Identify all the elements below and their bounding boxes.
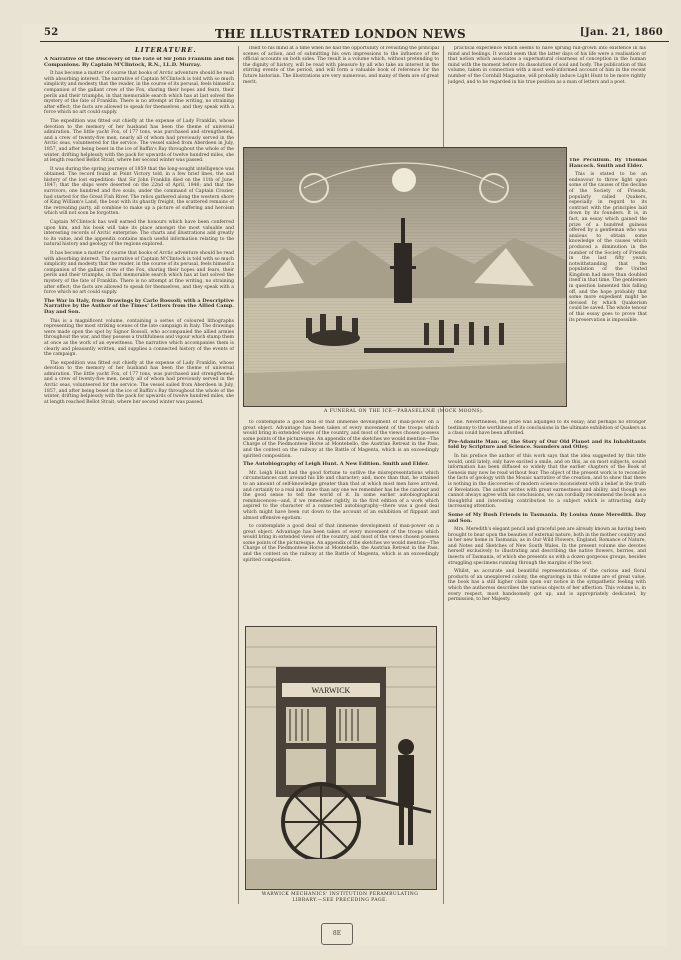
paragraph: Whilst, as accurate and beautiful representations of the curious and floral products of an unexplored colony, the engravings in this volume are of great value, the book has a still higher claim upon our notice in the sympathetic feeling with which the authoress describes the various objects of her affection. This volume is, in every respect, most handsomely got up, and is appropriately dedicated, by permission, to her Majesty.: [448, 569, 646, 603]
paragraph: Captain M'Clintock has well earned the honours which have been conferred upon him, and his book will take its place amongst the most valuable and interesting records of Arctic enterprise. The charts and illustrations add greatly to its value, and the appendix contains much useful information relating to the natural history and geology of the regions explored.: [44, 220, 234, 248]
article-heading: The War in Italy, from Drawings by Carlo Bossoli; with a Descriptive Narrative by the Author of the Times' Letters from the Allied Camp. Day and Son.: [44, 297, 234, 315]
funeral-caption: A FUNERAL ON THE ICE—PARASELENÆ (MOCK MOONS).: [324, 409, 484, 414]
paragraph: This is stated to be an endeavour to throw light upon some of the causes of the decline of the Society of Friends, popularly called Quakers, especially in regard to its contrast with the principles laid down by its founders. It is, in fact, an essay which gained the prize of a hundred guineas offered by a gentleman who was anxious to obtain some knowledge of the causes which produced a diminution in the number of the Society of Friends in the last fifty years, notwithstanding that the population of the United Kingdom had more than doubled itself in that time. The gentlemen in question lamented this falling off, and the hope probably that some more expedient might be devised by which Quakerism could be saved. The whole tenour of this essay goes to prove that its preservation is impossible.: [569, 172, 647, 323]
funeral-on-ice-engraving: [243, 147, 567, 407]
column-one: [44, 57, 234, 904]
article-heading: Pre-Adamite Man: or, the Story of Our Old Planet and its Inhabitants told by Scripture and Science. Saunders and Otley.: [448, 438, 646, 451]
column-three-top: [448, 46, 646, 154]
paragraph: itself to his mind at a time when he had the opportunity of revisiting the principal scenes of action, and of submitting his own impressions to the influence of the official accounts on both sides. The result is a volume which, without pretending to the dignity of history, will be read with pleasure by all who take an interest in the stirring events of the period, and will form a valuable book of reference for the future historian. The illustrations are very numerous, and many of them are of great merit.: [243, 46, 439, 85]
paragraph: It has become a matter of course that books of Arctic adventure should be read with absorbing interest. The narrative of Captain M'Clintock is told with so much simplicity and modesty that the reader, in the course of its perusal, feels himself a companion of the gallant crew of the Fox, sharing their hopes and fears, their perils and their triumphs, in that memorable search which has at last solved the mystery of the fate of Franklin. There is no attempt at fine writing, no straining after effect; the facts are allowed to speak for themselves, and they speak with a force which no art could supply.: [44, 251, 234, 296]
column-rule: [238, 46, 239, 904]
header-rule: [40, 41, 669, 42]
perambulating-library-engraving: [245, 626, 437, 890]
paragraph: Mr. Leigh Hunt had the good fortune to outlive the misrepresentations which circumstances cast around his life and character; and, more than that, he attained to an amount of self-knowledge greater than that at which most men have arrived, and certainly to a real and more than any one we remember has he the candour and the good sense to tell the world of it. In some earlier autobiographical reminiscences—and, if we remember rightly, in the first edition of a work which aspired to the character of a connected autobiography—there was a good deal which might have been cut down to the account of an exhibition of flippant and almost offensive egotism.: [243, 470, 439, 521]
funeral-scene-drawing: [244, 148, 566, 406]
library-stamp: 8E: [321, 923, 353, 945]
paragraph: In his preface the author of this work says that the idea suggested by this title would, until lately, only have excited a smile, and on this, as on most subjects, sound information has been diffused so widely that the earlier chapters of the Book of Genesis may now be read without fear. The object of the present work is to reconcile the facts of geology with the Mosaic narrative of the creation, and to show that there is nothing in the discoveries of modern science inconsistent with a belief in the truth of Revelation. The author writes with great earnestness and ability, and though we cannot always agree with his conclusions, we can cordially recommend the book as a thoughtful and interesting contribution to a subject which is attracting daily increasing attention.: [448, 453, 646, 510]
cart-sign: WARWICK: [311, 686, 351, 695]
issue-date: [Jan. 21, 1860: [579, 27, 663, 38]
article-heading: A Narrative of the Discovery of the Fate of Sir John Franklin and his Companions. By Captain M'Clintock, R.N., LL.D. Murray.: [44, 57, 234, 68]
section-title: LITERATURE.: [135, 46, 197, 54]
article-heading: The Peculium. By Thomas Hancock. Smith and Elder.: [569, 158, 647, 169]
column-three-bottom: [448, 420, 646, 904]
newspaper-title: THE ILLUSTRATED LONDON NEWS: [215, 27, 466, 41]
paragraph: It has become a matter of course that books of Arctic adventure should be read with absorbing interest. The narrative of Captain M'Clintock is told with so much simplicity and modesty that the reader, in the course of its perusal, feels himself a companion of the gallant crew of the Fox, sharing their hopes and fears, their perils and their triumphs, in that memorable search which has at last solved the mystery of the fate of Franklin. There is no attempt at fine writing, no straining after effect; the facts are allowed to speak for themselves, and they speak with a force which no art could supply.: [44, 71, 234, 116]
paragraph: Mrs. Meredith's elegant pencil and graceful pen are already known as having been brought to bear upon the beauties of external nature, both in the mother country and in her new home in Tasmania, as in Our Wild Flowers, England, Romance of Nature, and Notes and Sketches of New South Wales. In the present volume she devotes herself exclusively to illustrating and describing the native flowers, berries, and insects of Tasmania, of which she presents us with a dozen gorgeous groups, besides struggling specimens running through the margins of the text.: [448, 527, 646, 566]
page-number: 52: [44, 27, 59, 38]
paragraph: The expedition was fitted out chiefly at the expense of Lady Franklin, whose devotion to the memory of her husband has been the theme of universal admiration. The little yacht Fox, of 177 tons, was purchased and strengthened, and a crew of twenty-five men, nearly all of whom had previously served in the Arctic seas, volunteered for the service. The vessel sailed from Aberdeen in July, 1857, and after being beset in the ice of Baffin's Bay throughout the whole of the winter, drifting helplessly with the pack for upwards of twelve hundred miles, she at length reached Bellot Strait, where her second winter was passed.: [44, 360, 234, 405]
paragraph: practical experience which seems to have sprung full-grown into existence in his mind and feelings. It would seem that the latter days of his life were a realisation of that notion which associates a supernatural clearness of conception in the human mind with the moment before its dissolution of soul and body. The publication of this volume, taken in connection with a most well-informed account of him in the recent number of the Cornhill Magazine, will probably induce Light Hunt to be more rightly judged, and to be regarded in his true position as a man of letters and a poet.: [448, 46, 646, 85]
paragraph: to contemplate a good deal of that immense development of man-power on a great object. Advantage has been taken of every movement of the troops which would bring in extended views of the country, and most of the views chosen possess some points of the picturesque. An appendix of the sketches we would mention—The Charge of the Piedmontese Horse at Montebello, the Austrian Retreat in the Pass, and the contest on the railway at the Battle of Magenta, which is an exceedingly spirited composition.: [243, 524, 439, 563]
moon-icon: [392, 168, 416, 192]
paragraph: This is a magnificent volume, containing a series of coloured lithographs representing the most striking scenes of the late campaign in Italy. The drawings were made upon the spot by Signor Bossoli, who accompanied the allied armies throughout the war, and they possess a truthfulness and vigour which stamp them at once as the work of an eyewitness. The narrative which accompanies them is clearly and pleasantly written, and supplies a connected history of the events of the campaign.: [44, 318, 234, 358]
column-two-mid: [243, 420, 439, 618]
paragraph: one. Nevertheless, the prize was adjudged to its essay; and perhaps no stronger testimony to the worthiness of its conclusions in the ultimate exhibition of Quakers as a class could have been afforded.: [448, 420, 646, 437]
article-heading: The Autobiography of Leigh Hunt. A New Edition. Smith and Elder.: [243, 461, 429, 468]
library-caption-line-2: LIBRARY.—SEE PRECEDING PAGE.: [292, 898, 388, 903]
column-three-narrow: [569, 158, 647, 418]
article-heading: Some of My Bush Friends in Tasmania. By Louisa Anne Meredith. Day and Son.: [448, 511, 646, 524]
library-cart-drawing: [246, 627, 436, 889]
paragraph: It was during the spring journeys of 1859 that the long-sought intelligence was obtained. The record found at Point Victory told, in a few brief lines, the sad history of the lost expedition: that Sir John Franklin died on the 11th of June, 1847; that the ships were deserted on the 22nd of April, 1848; and that the survivors, one hundred and five souls, under the command of Captain Crozier, had started for the Great Fish River. The relics gathered along the western shore of King William's Land, the boat with its ghastly freight, the scattered remains of the retreating party, all combine to make up a picture of suffering and heroism which will not soon be forgotten.: [44, 166, 234, 217]
paragraph: The expedition was fitted out chiefly at the expense of Lady Franklin, whose devotion to the memory of her husband has been the theme of universal admiration. The little yacht Fox, of 177 tons, was purchased and strengthened, and a crew of twenty-five men, nearly all of whom had previously served in the Arctic seas, volunteered for the service. The vessel sailed from Aberdeen in July, 1857, and after being beset in the ice of Baffin's Bay throughout the whole of the winter, drifting helplessly with the pack for upwards of twelve hundred miles, she at length reached Bellot Strait, where her second winter was passed.: [44, 118, 234, 164]
column-two-top: [243, 46, 439, 142]
paragraph: to contemplate a good deal of that immense development of man-power on a great object. Advantage has been taken of every movement of the troops which would bring in extended views of the country, and most of the views chosen possess some points of the picturesque. An appendix of the sketches we would mention—The Charge of the Piedmontese Horse at Montebello, the Austrian Retreat in the Pass, and the contest on the railway at the Battle of Magenta, which is an exceedingly spirited composition.: [243, 420, 439, 459]
library-caption-line-1: WARWICK MECHANICS' INSTITUTION PERAMBULATING: [261, 892, 419, 897]
